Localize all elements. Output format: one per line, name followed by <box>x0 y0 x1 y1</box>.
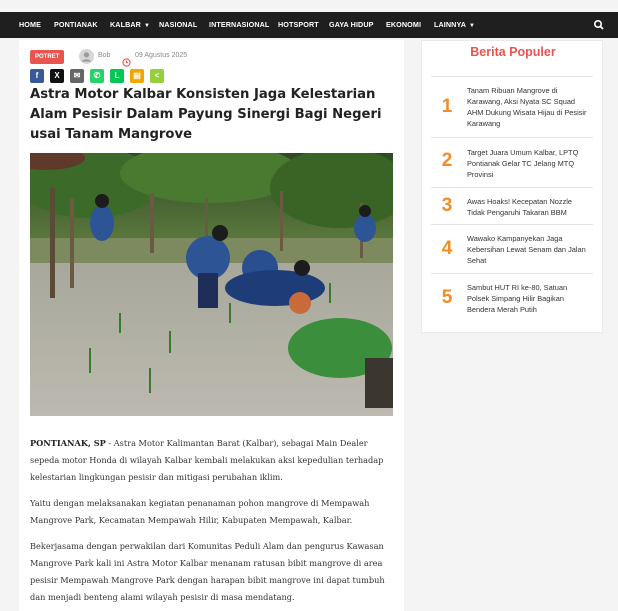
article-paragraph <box>30 435 392 486</box>
nav-item-nasional[interactable] <box>159 12 197 38</box>
popular-news-link[interactable]: Tanam Ribuan Mangrove di Karawang, Aksi Nyata SC Squad AHM Dukung Wisata Hijau di Pesisir Karawang <box>467 86 587 128</box>
paragraph-text: - Astra Motor Kalimantan Barat (Kalbar), sebagai Main Dealer sepeda motor Honda di wilayah Kalbar kembali melakukan aksi kepedulian terhadap kelestarian lingkungan pesisir dan mitigasi perubahan iklim. <box>30 438 384 482</box>
nav-item-pontianak[interactable] <box>54 12 98 38</box>
nav-item-gaya-hidup[interactable] <box>329 12 374 38</box>
nav-item-lainnya[interactable] <box>434 12 475 38</box>
nav-item-label: HOME <box>19 20 41 29</box>
popular-news-widget <box>421 40 603 333</box>
author-name[interactable]: Bob <box>98 52 111 59</box>
nav-item-label: KALBAR <box>110 20 141 29</box>
divider <box>431 273 593 274</box>
chevron-down-icon: ▼ <box>143 23 150 29</box>
nav-item-label: LAINNYA <box>434 20 466 29</box>
divider <box>431 76 593 77</box>
facebook-icon[interactable]: f <box>30 69 44 83</box>
divider <box>431 137 593 138</box>
paragraph-text: Yaitu dengan melaksanakan kegiatan penanaman pohon mangrove di Mempawah Mangrove Park, Kecamatan Mempawah Hilir, Kabupaten Mempawah, Kalbar. <box>30 498 370 525</box>
nav-item-label: NASIONAL <box>159 20 198 29</box>
nav-item-internasional[interactable] <box>209 12 269 38</box>
widget-title: Berita Populer <box>470 45 556 59</box>
publish-date: 09 Agustus 2025 <box>135 52 188 59</box>
article-container <box>19 40 404 611</box>
paragraph-text: Bekerjasama dengan perwakilan dari Komunitas Peduli Alam dan pengurus Kawasan Mangrove Park kali ini Astra Motor Kalbar menanam ratusan bibit mangrove di area pesisir Mempawah Mangrove Park dengan harapan bibit mangrove ini dapat tumbuh dan menjadi benteng alami wilayah pesisir di masa mendatang. <box>30 541 385 602</box>
rank-number: 2 <box>441 150 453 171</box>
rank-number: 1 <box>441 96 453 117</box>
search-icon[interactable] <box>590 16 608 34</box>
sms-icon[interactable]: ▤ <box>130 69 144 83</box>
x-icon[interactable]: X <box>50 69 64 83</box>
dateline: PONTIANAK, SP <box>30 438 106 448</box>
nav-item-hotsport[interactable] <box>278 12 319 38</box>
line-icon[interactable]: L <box>110 69 124 83</box>
nav-item-kalbar[interactable] <box>110 12 150 38</box>
chevron-down-icon: ▼ <box>468 23 476 29</box>
popular-news-link[interactable]: Wawako Kampanyekan Jaga Kebersihan Lewat Senam dan Jalan Sehat <box>467 234 586 265</box>
nav-item-label: HOTSPORT <box>278 20 319 29</box>
rank-number: 5 <box>441 287 453 308</box>
article-photo <box>30 153 393 416</box>
clock-icon <box>122 52 131 61</box>
article-paragraph <box>30 538 392 606</box>
divider <box>431 187 593 188</box>
nav-item-label: EKONOMI <box>386 20 422 29</box>
top-navigation <box>0 12 618 38</box>
nav-item-label: INTERNASIONAL <box>209 20 270 29</box>
whatsapp-icon[interactable]: ✆ <box>90 69 104 83</box>
popular-news-link[interactable]: Sambut HUT RI ke-80, Satuan Polsek Simpang Hilir Bagikan Bendera Merah Putih <box>467 283 568 314</box>
divider <box>431 224 593 225</box>
share-icon[interactable]: < <box>150 69 164 83</box>
nav-item-label: GAYA HIDUP <box>329 20 374 29</box>
rank-number: 3 <box>441 195 453 216</box>
article-paragraph <box>30 495 392 529</box>
email-icon[interactable]: ✉ <box>70 69 84 83</box>
popular-news-link[interactable]: Awas Hoaks! Kecepatan Nozzle Tidak Pengaruhi Takaran BBM <box>467 197 573 217</box>
nav-item-label: PONTIANAK <box>54 20 98 29</box>
category-badge[interactable]: POTRET <box>30 50 64 64</box>
popular-news-link[interactable]: Target Juara Umum Kalbar, LPTQ Pontianak Gelar TC Jelang MTQ Provinsi <box>467 148 579 179</box>
rank-number: 4 <box>441 238 453 259</box>
nav-item-home[interactable] <box>19 12 41 38</box>
nav-item-ekonomi[interactable] <box>386 12 421 38</box>
user-avatar-icon <box>79 49 94 64</box>
article-title: Astra Motor Kalbar Konsisten Jaga Kelestarian Alam Pesisir Dalam Payung Sinergi Bagi Negeri usai Tanam Mangrove <box>30 87 382 142</box>
